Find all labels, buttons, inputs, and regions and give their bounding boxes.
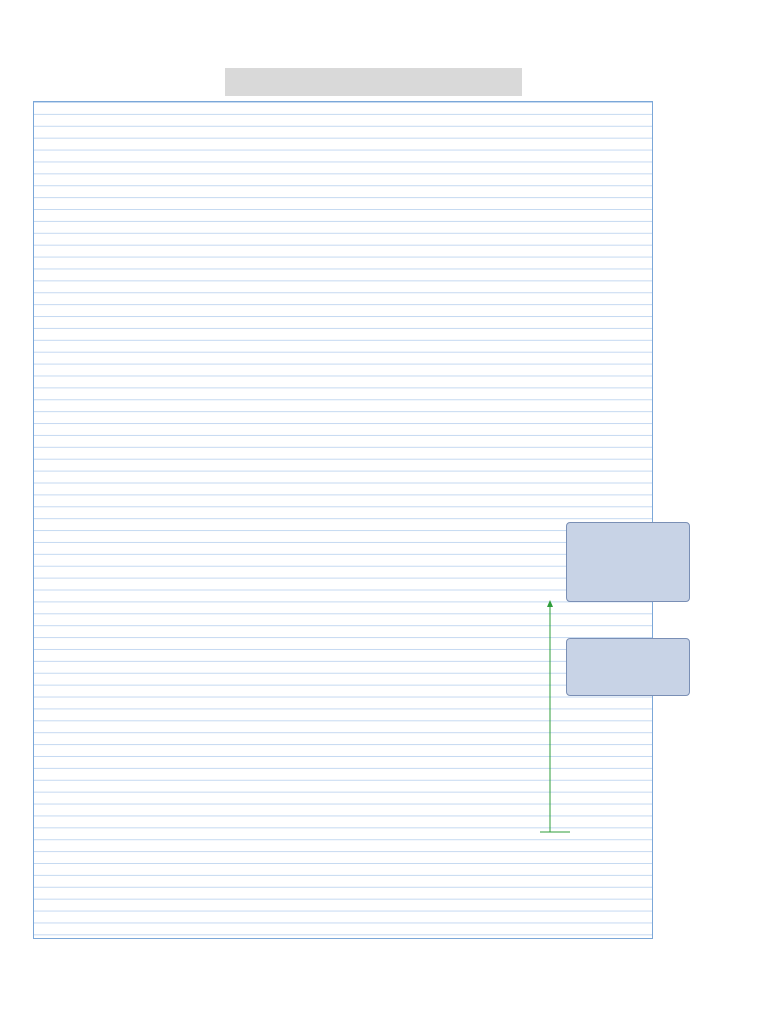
note-negative: [566, 522, 690, 602]
note-arrow: [540, 600, 580, 840]
title-box: [225, 68, 522, 96]
note-positive: [566, 638, 690, 696]
